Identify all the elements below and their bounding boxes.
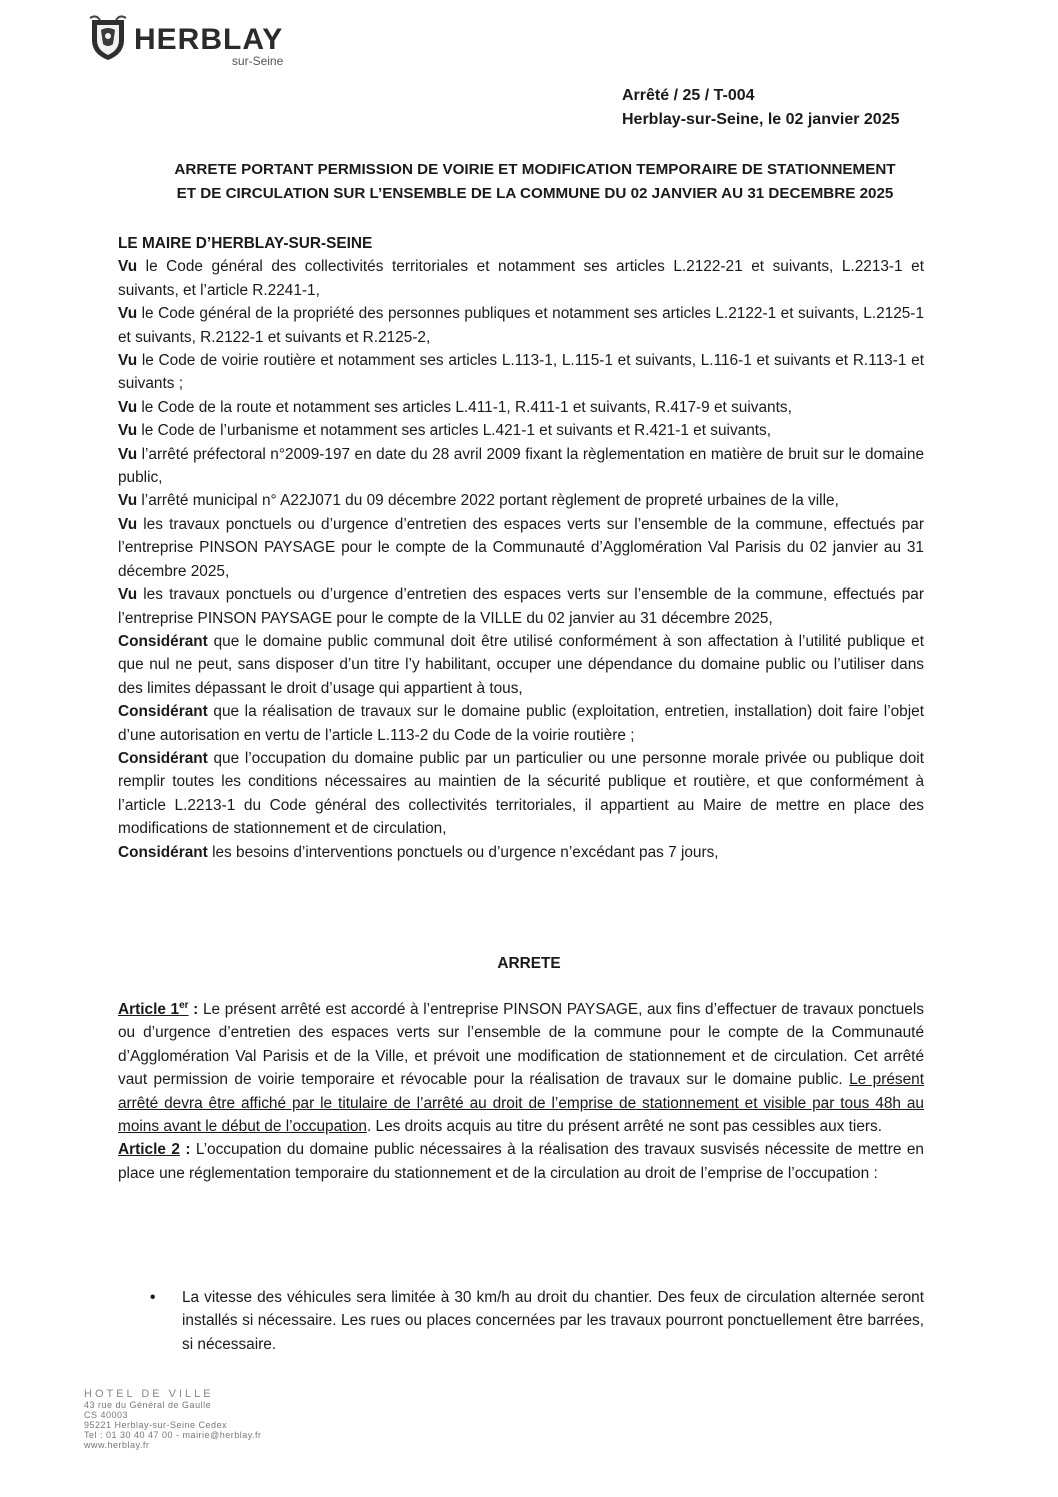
visa-keyword: Vu <box>118 258 138 276</box>
visa-item <box>118 349 924 396</box>
visa-item <box>118 630 924 700</box>
footer-city: 95221 Herblay-sur-Seine Cedex <box>84 1420 228 1430</box>
footer-cs: CS 40003 <box>84 1410 129 1420</box>
visa-keyword: Vu <box>118 515 138 533</box>
footer-street: 43 rue du Général de Gaulle <box>84 1400 212 1410</box>
article-2-label: Article 2 <box>118 1141 180 1159</box>
arrete-number: Arrêté / 25 / T-004 <box>622 87 755 104</box>
footer-hotel-de-ville: HOTEL DE VILLE <box>84 1388 214 1400</box>
visa-text: les travaux ponctuels ou d’urgence d’entretien des espaces verts sur l’ensemble de la commune, effectués par l’entreprise PINSON PAYSAGE pour le compte de la Communauté d’Agglomération Val Parisis du 02 janvier au 31 décembre 2025, <box>118 515 924 580</box>
visa-keyword: Considérant <box>118 749 208 767</box>
visa-item <box>118 419 924 442</box>
visa-item <box>118 302 924 349</box>
visa-text: l’arrêté municipal n° A22J071 du 09 décembre 2022 portant règlement de propreté urbaines de la ville, <box>137 492 839 510</box>
preamble <box>118 232 924 864</box>
visa-keyword: Considérant <box>118 632 208 650</box>
visa-text: que la réalisation de travaux sur le domaine public (exploitation, entretien, installation) doit faire l’objet d’une autorisation en vertu de l’article L.113-2 du Code de la voirie routière ; <box>118 703 924 744</box>
visa-keyword: Vu <box>118 305 138 323</box>
article-2: Article 2 : L’occupation du domaine public nécessaires à la réalisation des travaux susvisés nécessite de mettre en place une réglementation temporaire du stationnement et de la circulation au droit de l’emprise de l’occupation : <box>118 1141 924 1182</box>
visa-text: les travaux ponctuels ou d’urgence d’entretien des espaces verts sur l’ensemble de la commune, effectués par l’entreprise PINSON PAYSAGE pour le compte de la VILLE du 02 janvier au 31 décembre 2025, <box>118 586 924 627</box>
city-crest-icon <box>88 14 128 62</box>
visa-item <box>118 396 924 419</box>
herblay-logo <box>88 14 283 68</box>
visa-text: le Code de l’urbanisme et notamment ses articles L.421-1 et suivants et R.421-1 et suivants, <box>137 422 772 440</box>
place-date: Herblay-sur-Seine, le 02 janvier 2025 <box>622 111 900 128</box>
visa-keyword: Vu <box>118 492 138 510</box>
visa-text: les besoins d’interventions ponctuels ou d’urgence n’excédant pas 7 jours, <box>207 843 719 861</box>
visa-keyword: Considérant <box>118 843 208 861</box>
title-line-1: ARRETE PORTANT PERMISSION DE VOIRIE ET MODIFICATION TEMPORAIRE DE STATIONNEMENT <box>174 161 896 178</box>
article-1-text: Le présent arrêté est accordé à l’entreprise PINSON PAYSAGE, aux fins d’effectuer de travaux ponctuels ou d’urgence d’entretien des espaces verts sur l’ensemble de la commune pour le compte de la Communauté d’Agglomération Val Parisis et de la Ville, et prévoit une modification de stationnement et de circulation. Cet arrêté vaut permission de voirie temporaire et révocable pour la réalisation de travaux sur le domaine public. <box>118 1001 924 1089</box>
visa-item <box>118 841 924 864</box>
visa-keyword: Vu <box>118 352 138 370</box>
logo-name: HERBLAY <box>134 23 284 56</box>
visa-text: le Code de la route et notamment ses articles L.411-1, R.411-1 et suivants, R.417-9 et suivants, <box>137 398 792 416</box>
visa-item <box>118 583 924 630</box>
visa-keyword: Vu <box>118 586 138 604</box>
articles <box>118 998 924 1185</box>
visa-item <box>118 747 924 841</box>
mayor-heading: LE MAIRE D’HERBLAY-SUR-SEINE <box>118 235 373 252</box>
footer-contact: Tel : 01 30 40 47 00 - mairie@herblay.fr <box>84 1430 262 1440</box>
footer-website: www.herblay.fr <box>84 1440 150 1450</box>
visa-item <box>118 489 924 512</box>
visa-item <box>118 513 924 583</box>
visa-text: que l’occupation du domaine public par un particulier ou une personne morale privée ou publique doit remplir toutes les conditions nécessaires au maintien de la sécurité publique et routière, et que conformément à l’article L.2213-1 du Code général des collectivités territoriales, il appartient au Maire de mettre en place des modifications de stationnement et de circulation, <box>118 749 924 838</box>
arrete-heading: ARRETE <box>497 955 561 972</box>
visa-keyword: Vu <box>118 398 138 416</box>
visa-keyword: Considérant <box>118 703 208 721</box>
article-1-tail: . Les droits acquis au titre du présent arrêté ne sont pas cessibles aux tiers. <box>366 1118 882 1136</box>
list-item <box>150 1286 924 1356</box>
title-line-2: ET DE CIRCULATION SUR L’ENSEMBLE DE LA COMMUNE DU 02 JANVIER AU 31 DECEMBRE 2025 <box>176 185 894 202</box>
bullet-text: La vitesse des véhicules sera limitée à 30 km/h au droit du chantier. Des feux de circulation alternée seront installés si nécessaire. Les rues ou places concernées par les travaux pourront ponctuellement être barrées, si nécessaire. <box>182 1289 924 1353</box>
article-2-text: L’occupation du domaine public nécessaires à la réalisation des travaux susvisés nécessite de mettre en place une réglementation temporaire du stationnement et de la circulation au droit de l’emprise de l’occupation : <box>118 1141 924 1182</box>
visa-text: que le domaine public communal doit être utilisé conformément à son affectation à l’utilité publique et que nul ne peut, sans disposer d’un titre l’y habilitant, occuper une dépendance du domaine public ou l’utiliser dans des limites dépassant le droit d’usage qui appartient à tous, <box>118 632 924 697</box>
visas-list <box>118 255 924 864</box>
visa-item <box>118 255 924 302</box>
visa-text: le Code général des collectivités territoriales et notamment ses articles L.2122-21 et suivants, L.2213-1 et suivants, et l’article R.2241-1, <box>118 258 924 299</box>
article-1-underlined: Le présent arrêté devra être affiché par le titulaire de l’arrêté au droit de l’emprise de stationnement et visible par tous 48h au moins avant le début de l’occupation <box>118 1071 925 1136</box>
footer-address <box>84 1388 404 1450</box>
document-reference-block <box>622 84 899 132</box>
document-title <box>110 158 960 206</box>
visa-keyword: Vu <box>118 422 138 440</box>
visa-item <box>118 443 924 490</box>
visa-item <box>118 700 924 747</box>
bullet-icon: • <box>150 1289 156 1306</box>
article-1-label: Article 1er <box>118 999 189 1018</box>
visa-keyword: Vu <box>118 445 138 463</box>
visa-text: l’arrêté préfectoral n°2009-197 en date du 28 avril 2009 fixant la règlementation en matière de bruit sur le domaine public, <box>118 445 924 487</box>
visa-text: le Code général de la propriété des personnes publiques et notamment ses articles L.2122-1 et suivants, L.2125-1 et suivants, R.2122-1 et suivants et R.2125-2, <box>118 305 924 346</box>
article-1: Article 1er : Le présent arrêté est accordé à l’entreprise PINSON PAYSAGE, aux fins d’effectuer de travaux ponctuels ou d’urgence d’entretien des espaces verts sur l’ensemble de la commune pour le compte de la Communauté d’Agglomération Val Parisis et de la Ville, et prévoit une modification de stationnement et de circulation. Cet arrêté vaut permission de voirie temporaire et révocable pour la réalisation de travaux sur le domaine public. Le présent arrêté devra être affiché par le titulaire de l’arrêté au droit de l’emprise de stationnement et visible par tous 48h au moins avant le début de l’occupation. Les droits acquis au titre du présent arrêté ne sont pas cessibles aux tiers. <box>118 999 925 1136</box>
visa-text: le Code de voirie routière et notamment ses articles L.113-1, L.115-1 et suivants, L.116-1 et suivants et R.113-1 et suivants ; <box>118 352 924 393</box>
logo-subtitle: sur-Seine <box>231 54 284 68</box>
